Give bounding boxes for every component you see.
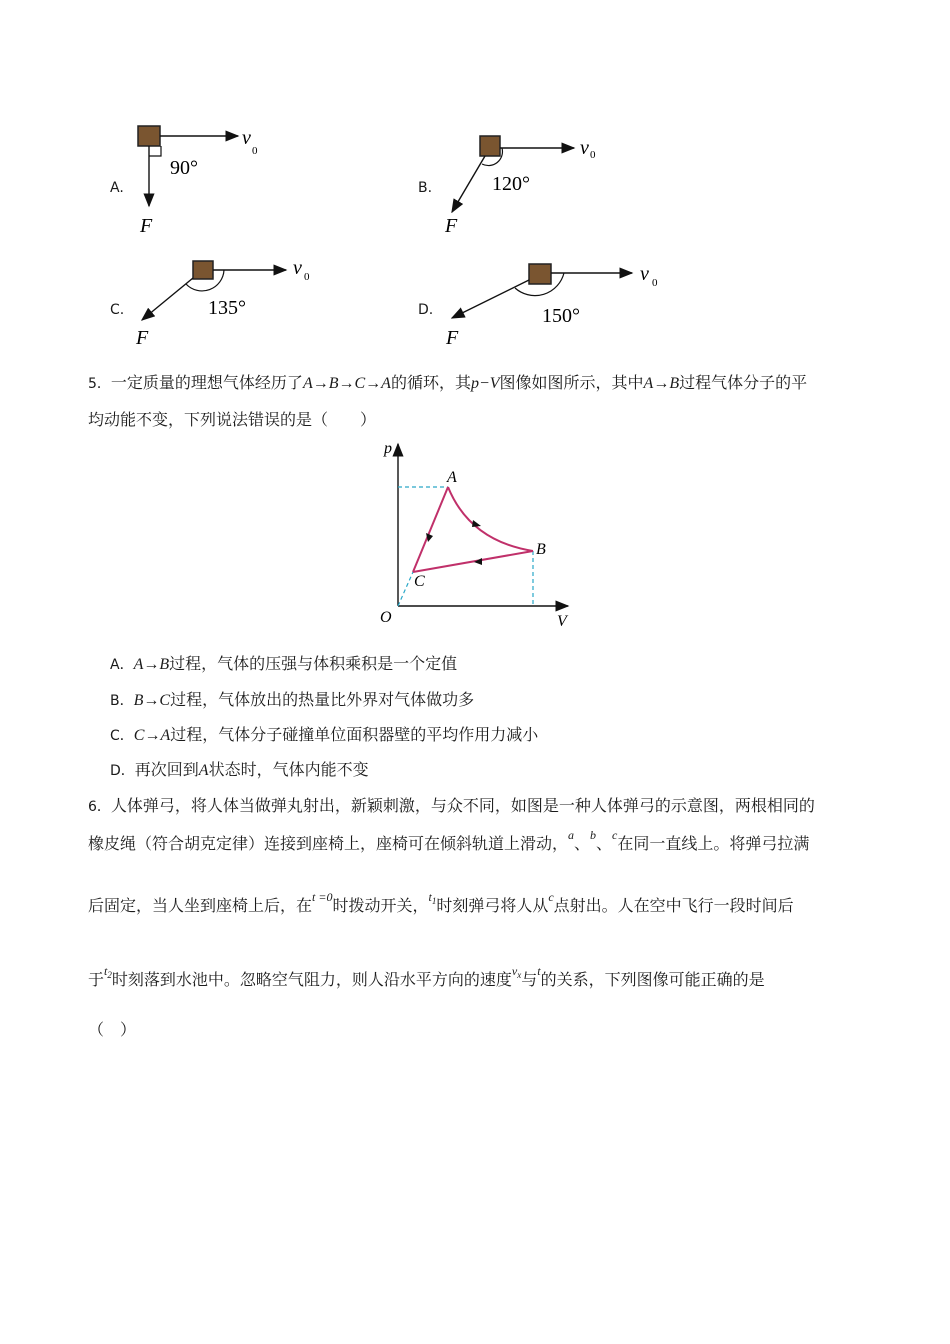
q5-option-a[interactable]: A．A→B过程，气体的压强与体积乘积是一个定值 <box>110 654 458 673</box>
diagram-option-b <box>440 128 610 240</box>
diagram-option-a <box>130 118 270 240</box>
q5-option-b[interactable]: B．B→C过程，气体放出的热量比外界对气体做功多 <box>110 690 475 709</box>
v-subscript: 0 <box>590 149 596 161</box>
q5-option-d[interactable]: D．再次回到A状态时，气体内能不变 <box>110 760 369 779</box>
force-arrow <box>452 156 485 212</box>
point-c-label: C <box>414 573 425 590</box>
point-a-label: A <box>447 469 457 486</box>
q6-stem-line5: （ ） <box>88 1020 137 1039</box>
arrow-bc <box>474 558 482 565</box>
q5-option-c[interactable]: C．C→A过程，气体分子碰撞单位面积器壁的平均作用力减小 <box>110 725 539 744</box>
v-label: v <box>580 137 589 159</box>
arrow-ab <box>472 520 481 527</box>
f-label: F <box>136 327 149 349</box>
force-arrow <box>142 278 193 320</box>
f-label: F <box>445 215 458 237</box>
point-b-label: B <box>536 541 546 558</box>
f-label: F <box>446 327 459 349</box>
block <box>138 126 160 146</box>
line-ca <box>413 487 448 572</box>
v-label: v <box>640 263 649 285</box>
q6-stem-line3: 后固定，当人坐到座椅上后，在$^{t =0}$时拨动开关，$^{t_1}$时刻弹弓将人从$^c$点射出。人在空中飞行一段时间后 <box>88 890 794 915</box>
pv-diagram <box>370 436 580 632</box>
block <box>193 261 213 279</box>
curve-ab <box>448 487 533 551</box>
origin-label: O <box>380 609 392 626</box>
angle-label: 135° <box>208 297 246 319</box>
q6-stem-line4: 于$^{t_2}$时刻落到水池中。忽略空气阻力，则人沿水平方向的速度$^{v_x}$与$^t$的关系，下列图像可能正确的是 <box>88 964 765 989</box>
dashed-oc-line <box>398 572 413 606</box>
v-label: v <box>242 127 251 149</box>
diagram-option-c <box>130 256 330 352</box>
f-label: F <box>140 215 153 237</box>
q6-stem-line2: 橡皮绳（符合胡克定律）连接到座椅上，座椅可在倾斜轨道上滑动，$^a$、$^b$、$^c$在同一直线上。将弹弓拉满 <box>88 828 810 853</box>
angle-label: 150° <box>542 305 580 327</box>
p-axis-label: p <box>384 440 392 457</box>
v-subscript: 0 <box>652 277 658 289</box>
v-subscript: 0 <box>304 271 310 283</box>
v-axis-label: V <box>557 613 567 630</box>
option-b-letter: B. <box>418 180 433 196</box>
v-label: v <box>293 257 302 279</box>
force-arrow <box>452 280 529 318</box>
angle-label: 90° <box>170 157 198 179</box>
block <box>480 136 500 156</box>
line-bc <box>413 551 533 572</box>
v-subscript: 0 <box>252 145 258 157</box>
option-a-letter: A. <box>110 180 124 196</box>
q5-stem-line1: 5．一定质量的理想气体经历了A→B→C→A的循环，其p−V图像如图所示，其中A→B过程气体分子的平 <box>88 373 808 392</box>
option-d-letter: D. <box>418 302 434 318</box>
option-c-letter: C. <box>110 302 125 318</box>
q5-stem-line2: 均动能不变，下列说法错误的是（ ） <box>88 410 377 429</box>
diagram-option-d <box>440 258 670 354</box>
block <box>529 264 551 284</box>
right-angle-mark <box>149 146 161 156</box>
angle-label: 120° <box>492 173 530 195</box>
q6-stem-line1: 6．人体弹弓，将人体当做弹丸射出，新颖刺激，与众不同，如图是一种人体弹弓的示意图，两根相同的 <box>88 796 815 815</box>
